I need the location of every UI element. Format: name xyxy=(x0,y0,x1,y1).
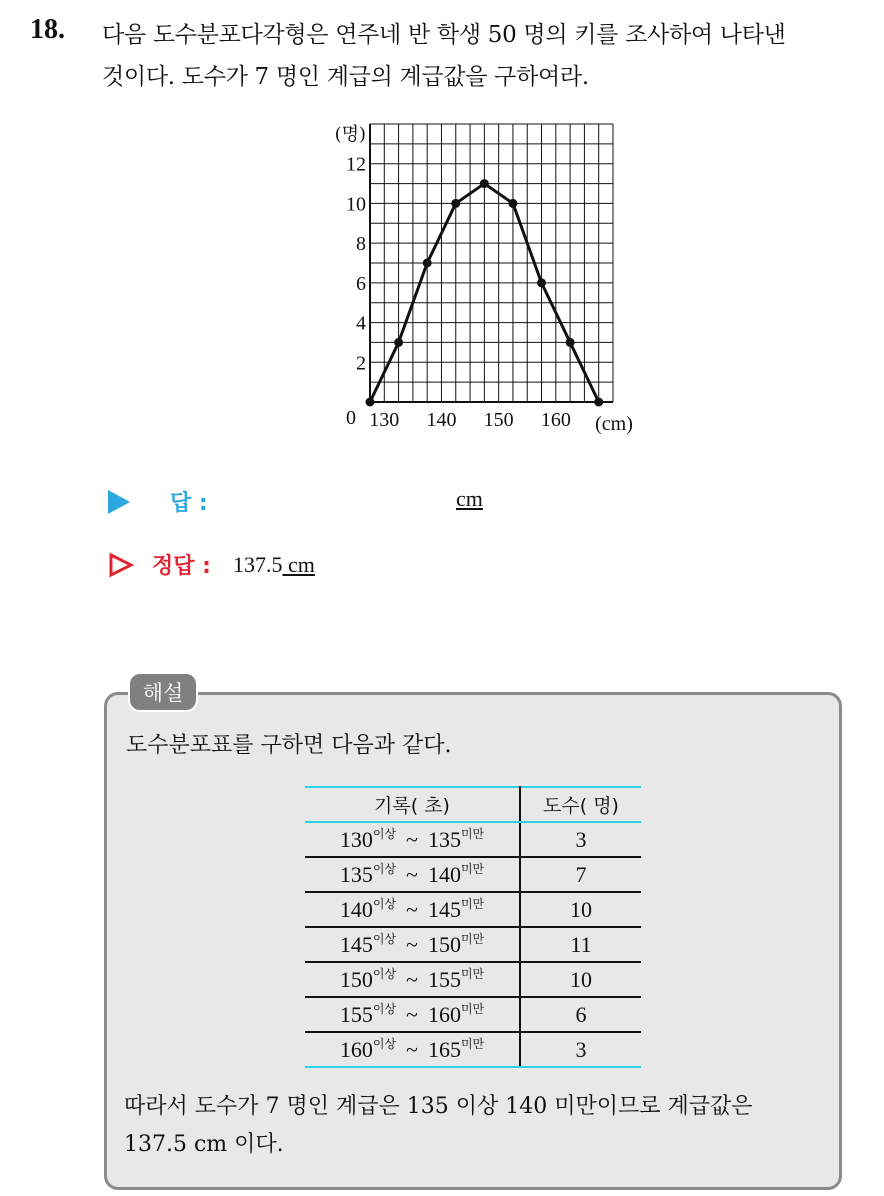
tilde: ~ xyxy=(406,896,418,922)
sup-low: 이상 xyxy=(372,931,397,946)
class-frequency: 3 xyxy=(520,1032,641,1067)
class-high: 150 xyxy=(427,931,461,957)
table-row xyxy=(305,822,641,857)
y-axis-label: (명) xyxy=(334,124,366,145)
x-tick-label: 140 xyxy=(426,409,457,431)
sup-high: 미만 xyxy=(460,896,485,911)
table-header-frequency: 도수( 명) xyxy=(520,787,641,822)
class-frequency: 10 xyxy=(520,892,641,927)
conclusion-line-2: 137.5 cm 이다. xyxy=(124,1132,284,1157)
class-frequency: 6 xyxy=(520,997,641,1032)
correct-unit: cm xyxy=(287,551,315,577)
table-row xyxy=(305,857,641,892)
class-high: 160 xyxy=(427,1001,461,1027)
table-row xyxy=(305,892,641,927)
class-frequency: 7 xyxy=(520,857,641,892)
question-line-2: 것이다. 도수가 7 명인 계급의 계급값을 구하여라. xyxy=(102,64,589,90)
sup-low: 이상 xyxy=(372,966,397,981)
table-header-record: 기록( 초) xyxy=(305,787,520,822)
data-point xyxy=(366,398,375,407)
class-interval xyxy=(305,997,520,1032)
sup-low: 이상 xyxy=(372,1001,397,1016)
class-low: 135 xyxy=(339,861,373,887)
question-line-1: 다음 도수분포다각형은 연주네 반 학생 50 명의 키를 조사하여 나타낸 xyxy=(102,22,786,48)
class-interval xyxy=(305,927,520,962)
class-interval xyxy=(305,822,520,857)
question-number: 18. xyxy=(30,14,65,45)
sup-low: 이상 xyxy=(372,1036,397,1051)
sup-low: 이상 xyxy=(372,861,397,876)
table-row xyxy=(305,962,641,997)
data-point xyxy=(480,179,489,188)
class-high: 165 xyxy=(427,1036,461,1062)
y-tick-label: 12 xyxy=(346,153,366,176)
sup-high: 미만 xyxy=(460,826,485,841)
tilde: ~ xyxy=(406,931,418,957)
answer-row xyxy=(108,486,208,517)
sup-high: 미만 xyxy=(460,966,485,981)
class-frequency: 11 xyxy=(520,927,641,962)
explanation-intro: 도수분포표를 구하면 다음과 같다. xyxy=(126,733,452,758)
sup-high: 미만 xyxy=(460,861,485,876)
class-interval xyxy=(305,962,520,997)
class-low: 145 xyxy=(339,931,373,957)
tilde: ~ xyxy=(406,966,418,992)
data-point xyxy=(594,398,603,407)
class-low: 130 xyxy=(339,826,373,852)
class-low: 150 xyxy=(339,966,373,992)
class-frequency: 3 xyxy=(520,822,641,857)
frequency-polygon-chart xyxy=(320,112,640,442)
correct-label: 정답 : xyxy=(152,554,211,579)
x-tick-label: 150 xyxy=(483,409,514,431)
correct-value xyxy=(233,552,315,578)
tilde: ~ xyxy=(406,1001,418,1027)
data-point xyxy=(508,199,517,208)
class-interval xyxy=(305,892,520,927)
table-row xyxy=(305,997,641,1032)
frequency-table xyxy=(305,786,641,1068)
play-triangle-icon xyxy=(108,490,130,514)
sup-low: 이상 xyxy=(372,896,397,911)
tilde: ~ xyxy=(406,861,418,887)
x-axis-label: (cm) xyxy=(595,413,633,435)
y-tick-label: 10 xyxy=(346,193,366,216)
x-tick-label: 160 xyxy=(540,409,571,431)
class-high: 135 xyxy=(427,826,461,852)
data-point xyxy=(451,199,460,208)
y-tick-label: 8 xyxy=(356,233,366,256)
data-point xyxy=(394,338,403,347)
class-high: 145 xyxy=(427,896,461,922)
class-high: 155 xyxy=(427,966,461,992)
x-tick-label: 130 xyxy=(369,409,400,431)
class-low: 160 xyxy=(339,1036,373,1062)
data-point xyxy=(537,278,546,287)
correct-number: 137.5 xyxy=(232,551,283,577)
correct-answer-row xyxy=(108,549,315,580)
class-high: 140 xyxy=(427,861,461,887)
table-row xyxy=(305,927,641,962)
data-point xyxy=(423,259,432,268)
explanation-tag: 해설 xyxy=(128,672,198,712)
explanation-conclusion xyxy=(124,1088,834,1164)
class-interval xyxy=(305,1032,520,1067)
class-low: 140 xyxy=(339,896,373,922)
tilde: ~ xyxy=(406,826,418,852)
class-low: 155 xyxy=(339,1001,373,1027)
origin-label: 0 xyxy=(346,407,356,429)
class-interval xyxy=(305,857,520,892)
answer-unit: cm xyxy=(456,486,483,511)
question-text xyxy=(102,14,872,98)
y-tick-label: 4 xyxy=(356,312,366,335)
outline-triangle-icon xyxy=(108,552,134,578)
y-tick-label: 2 xyxy=(356,352,366,375)
answer-label: 답 : xyxy=(170,491,208,516)
table-row xyxy=(305,1032,641,1067)
sup-high: 미만 xyxy=(460,1036,485,1051)
sup-high: 미만 xyxy=(460,1001,485,1016)
y-tick-label: 6 xyxy=(356,272,366,295)
data-point xyxy=(566,338,575,347)
conclusion-line-1: 따라서 도수가 7 명인 계급은 135 이상 140 미만이므로 계급값은 xyxy=(124,1094,753,1119)
sup-high: 미만 xyxy=(460,931,485,946)
class-frequency: 10 xyxy=(520,962,641,997)
tilde: ~ xyxy=(406,1036,418,1062)
sup-low: 이상 xyxy=(372,826,397,841)
